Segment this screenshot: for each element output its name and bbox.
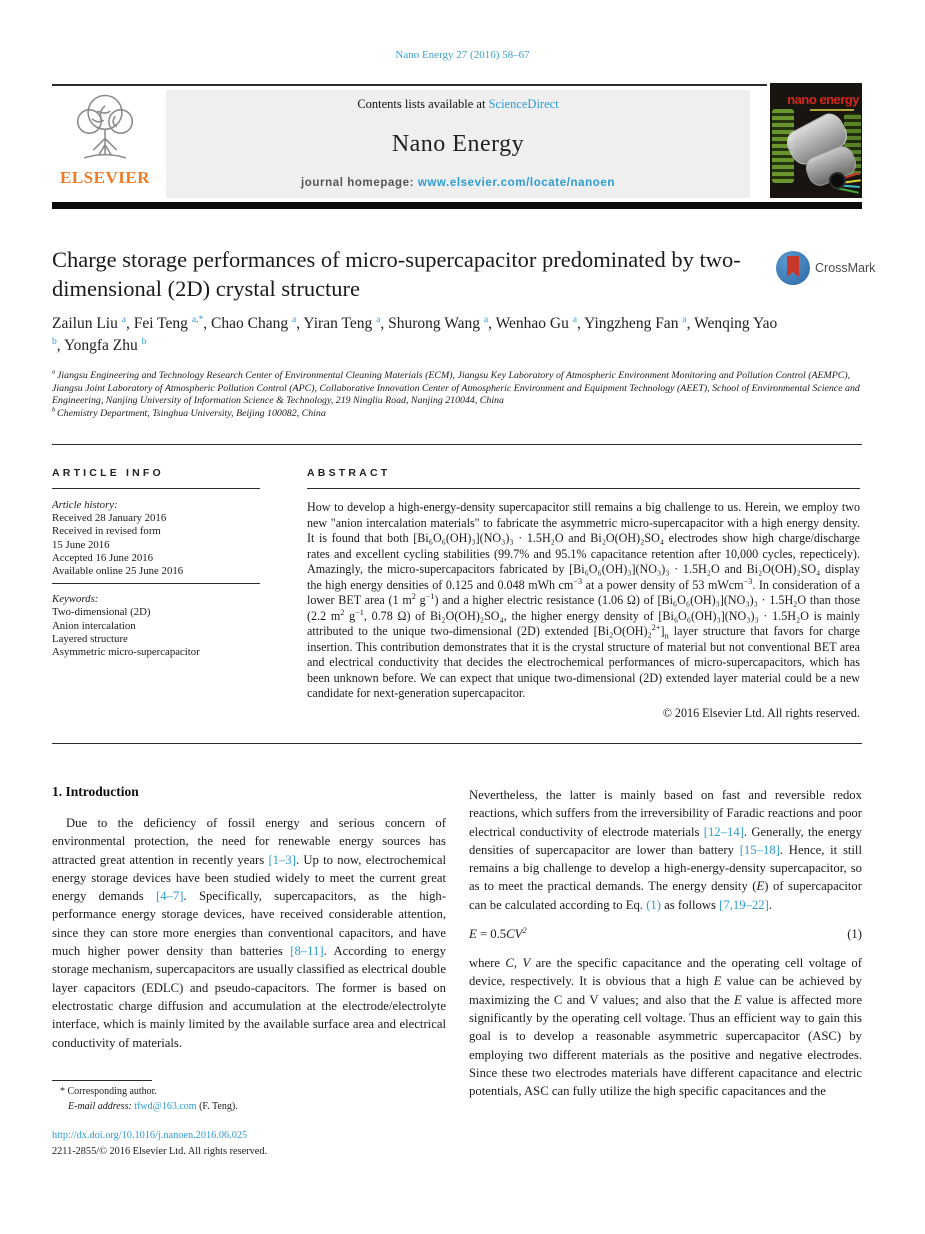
corresponding-author-note: * Corresponding author. (60, 1086, 157, 1097)
abstract-heading: ABSTRACT (307, 467, 391, 479)
email-label: E-mail address: (68, 1100, 135, 1112)
section-divider-rule (52, 743, 862, 744)
contents-line (166, 97, 750, 112)
journal-header (52, 90, 862, 198)
article-info-heading: ARTICLE INFO (52, 467, 164, 479)
history-line: Received 28 January 2016 (52, 512, 167, 525)
intro-paragraph: Due to the deficiency of fossil energy and serious concern of environmental protection, the need for renewable energy sources has attracted great attention in recently years [1–3]. Up to now, electrochemical energy storage devices have been studied widely to meet the current great energy demands [4–7]. Specifically, supercapacitors, as the high-performance energy storage devices, have received considerable attention, since they can store more energies than conventional capacitors, and have much higher power density than batteries [8–11]. According to energy storage mechanism, supercapacitors are usually classified as electrical double layer capacitors (EDLC) and pseudo-capacitors. The former is based on electrostatic charge diffusion and accumulation at the electrode/electrolyte interface, which is mainly limited by the available surface area and electrical conductivity of materials. (52, 816, 447, 1050)
keyword-item: Anion intercalation (52, 619, 136, 632)
journal-cover-thumbnail[interactable] (770, 83, 862, 198)
keyword-item: Layered structure (52, 632, 128, 645)
intro-right-paragraph: Nevertheless, the latter is mainly based on fast and reversible redox reactions, which suffers from the irreversibility of Faradic reactions and poor electrical conductivity of electrode materials [12–14]. Generally, the energy densities of supercapacitor are lower than battery [15–18]. Hence, it still remains a big challenge to develop a high-energy-density supercapacitor, so as to meet the practical demands. The energy density (E) of supercapacitor can be calculated according to Eq. (1) as follows [7,19–22]. (469, 788, 863, 912)
authors-line: Zailun Liu $^a$, Fei Teng $^{a,*}$, Chao Chang $^a$, Yiran Teng $^a$, Shurong Wang $^a$, Wenhao Gu $^a$, Yingzheng Fan $^a$, Wenqing Yao $^b$, Yongfa Zhu $^b$ (52, 313, 778, 354)
inline-link[interactable]: [8–11] (290, 944, 324, 959)
history-divider-rule (52, 583, 260, 584)
inline-link[interactable]: [15–18] (739, 842, 780, 857)
email-link[interactable]: tfwd@163.com (134, 1100, 197, 1112)
cover-title: nano energy (787, 92, 859, 107)
homepage-link[interactable]: www.elsevier.com/locate/nanoen (417, 177, 616, 189)
article-info-column (52, 467, 260, 659)
history-line: 15 June 2016 (52, 538, 110, 551)
abstract-copyright: © 2016 Elsevier Ltd. All rights reserved. (662, 705, 860, 720)
contents-prefix: Contents lists available at (357, 97, 489, 111)
article-info-rule (52, 488, 260, 489)
footnote-block (52, 1080, 446, 1114)
inline-link[interactable]: [7,19–22] (719, 897, 769, 912)
inline-link[interactable]: [4–7] (155, 889, 184, 904)
intro-right-column (469, 786, 862, 1100)
abstract-text: How to develop a high-energy-density supercapacitor still remains a big challenge to us. Herein, we employ two new "anion intercalation materials" to fabricate the asymmetric micro-supercapacitor with a high energy density. It is found that both [Bi₆O₆(OH)₃](NO₃)₃ · 1.5H₂O and Bi₂O(OH)₂SO₄ electrodes show high charge/discharge rates and excellent cycling stabilities (99.7% and 95.1% capacitance retention after 10,000 cycles, repecticely). Amazingly, the micro-supercapacitors fabricated by [Bi₆O₆(OH)₃](NO₃)₃ · 1.5H₂O and Bi₂O(OH)₂SO₄ display the high energy densities of 0.125 and 0.048 mWh $cm^{-3}$ at a power density of 53 mWcm$^{-3}$. In consideration of a lower BET area (1 $m^2$ $g^{-1}$) and a higher electric resistance (1.06 Ω) of [Bi₆O₆(OH)₃](NO₃)₃ · 1.5H₂O than those (2.2 $m^2$ $g^{-1}$, 0.78 Ω) of Bi₂O(OH)₂SO₄, the higher energy density of [Bi₆O₆(OH)₃](NO₃)₃ · 1.5H₂O is mainly attributed to the unique two-dimensional (2D) extended $[Bi_2O(OH)_2^{2+}]_n$ layer structure that favors for charge insertion. This contribution demonstrates that it is the crystal structure of material but not conventional BET area and electrical conductivity that decides the electrochemical performances of micro-supercapacitors, which has been unknown before. We can expect that unique two-dimensional (2D) extended layer material could be a new candidate for next-generation supercapacitor. (307, 500, 860, 700)
elsevier-wordmark: ELSEVIER (60, 168, 150, 187)
doi-link[interactable]: http://dx.doi.org/10.1016/j.nanoen.2016.06.025 (52, 1130, 248, 1141)
article-history-label: Article history: (52, 499, 118, 511)
footnote-rule (52, 1080, 152, 1081)
equation: $E = 0.5CV^2$ (469, 924, 527, 942)
equation-row (469, 924, 862, 942)
cover-plug (829, 172, 846, 189)
keyword-item: Asymmetric micro-supercapacitor (52, 646, 200, 659)
elsevier-tree-icon (66, 90, 144, 166)
history-line: Received in revised form (52, 525, 161, 538)
header-top-rule (52, 84, 767, 86)
email-suffix: (F. Teng). (196, 1100, 238, 1112)
crossmark-circle-icon (776, 251, 810, 285)
equation-number: (1) (847, 927, 862, 942)
affiliation-a: $^a$ Jiangsu Engineering and Technology Research Center of Environmental Cleaning Materials (ECM), Jiangsu Key Laboratory of Atmospheric Environment Monitoring and Pollution Control (AEMPC), Jiangsu Joint Laboratory of Atmospheric Pollution Control (APC), Collaborative Innovation Center of Atmospheric Environment and Equipment Technology (AEET), School of Environmental Science and Engineering, Nanjing University of Information Science & Technology, 219 Ningliu Road, Nanjing 210044, China (52, 368, 860, 407)
homepage-line (166, 177, 750, 189)
cover-subtitle-line (810, 109, 854, 111)
crossmark-badge[interactable] (776, 251, 875, 285)
journal-citation: Nano Energy 27 (2016) 58–67 (395, 49, 530, 61)
email-line (52, 1100, 446, 1115)
crossmark-label: CrossMark (815, 261, 876, 275)
article-title: Charge storage performances of micro-supercapacitor predominated by two-dimensional (2D) crystal structure (52, 247, 741, 301)
history-line: Accepted 16 June 2016 (52, 551, 154, 564)
divider-rule (52, 444, 862, 445)
homepage-prefix: journal homepage: (300, 177, 418, 189)
affiliations (52, 370, 862, 420)
where-paragraph: where C, V are the specific capacitance and the operating cell voltage of device, respectively. It is obvious that a high E value can be achieved by maximizing the C and V values; and also that the E value is affected more significantly by the operating cell voltage. Thus an efficient way to gain this goal is to develop a reasonable asymmetric supercapacitor (ASC) by employing two different materials as the positive and negative electrodes. Since these two electrodes materials have different capacitance and electric potentials, ASC can fully utilize the high specific capacitances and the (469, 956, 862, 1099)
inline-link[interactable]: (1) (646, 897, 661, 912)
issn-line: 2211-2855/© 2016 Elsevier Ltd. All rights reserved. (52, 1146, 268, 1157)
abstract-rule (307, 488, 860, 489)
elsevier-logo[interactable] (52, 90, 158, 198)
journal-name: Nano Energy (391, 131, 525, 157)
history-line: Available online 25 June 2016 (52, 565, 184, 578)
affiliation-b: $^b$ Chemistry Department, Tsinghua University, Beijing 100082, China (52, 406, 326, 419)
inline-link[interactable]: [12–14] (703, 824, 744, 839)
sciencedirect-link[interactable]: ScienceDirect (488, 97, 559, 111)
abstract-column (307, 467, 860, 721)
keyword-item: Two-dimensional (2D) (52, 606, 151, 619)
header-black-bar (52, 202, 862, 209)
doi-block (52, 1128, 446, 1160)
intro-left-column (52, 784, 446, 1052)
keywords-label: Keywords: (52, 593, 99, 606)
inline-link[interactable]: [1–3] (268, 852, 296, 867)
journal-banner (166, 90, 750, 198)
intro-heading: 1. Introduction (52, 784, 139, 799)
crossmark-ribbon-icon (787, 256, 799, 277)
